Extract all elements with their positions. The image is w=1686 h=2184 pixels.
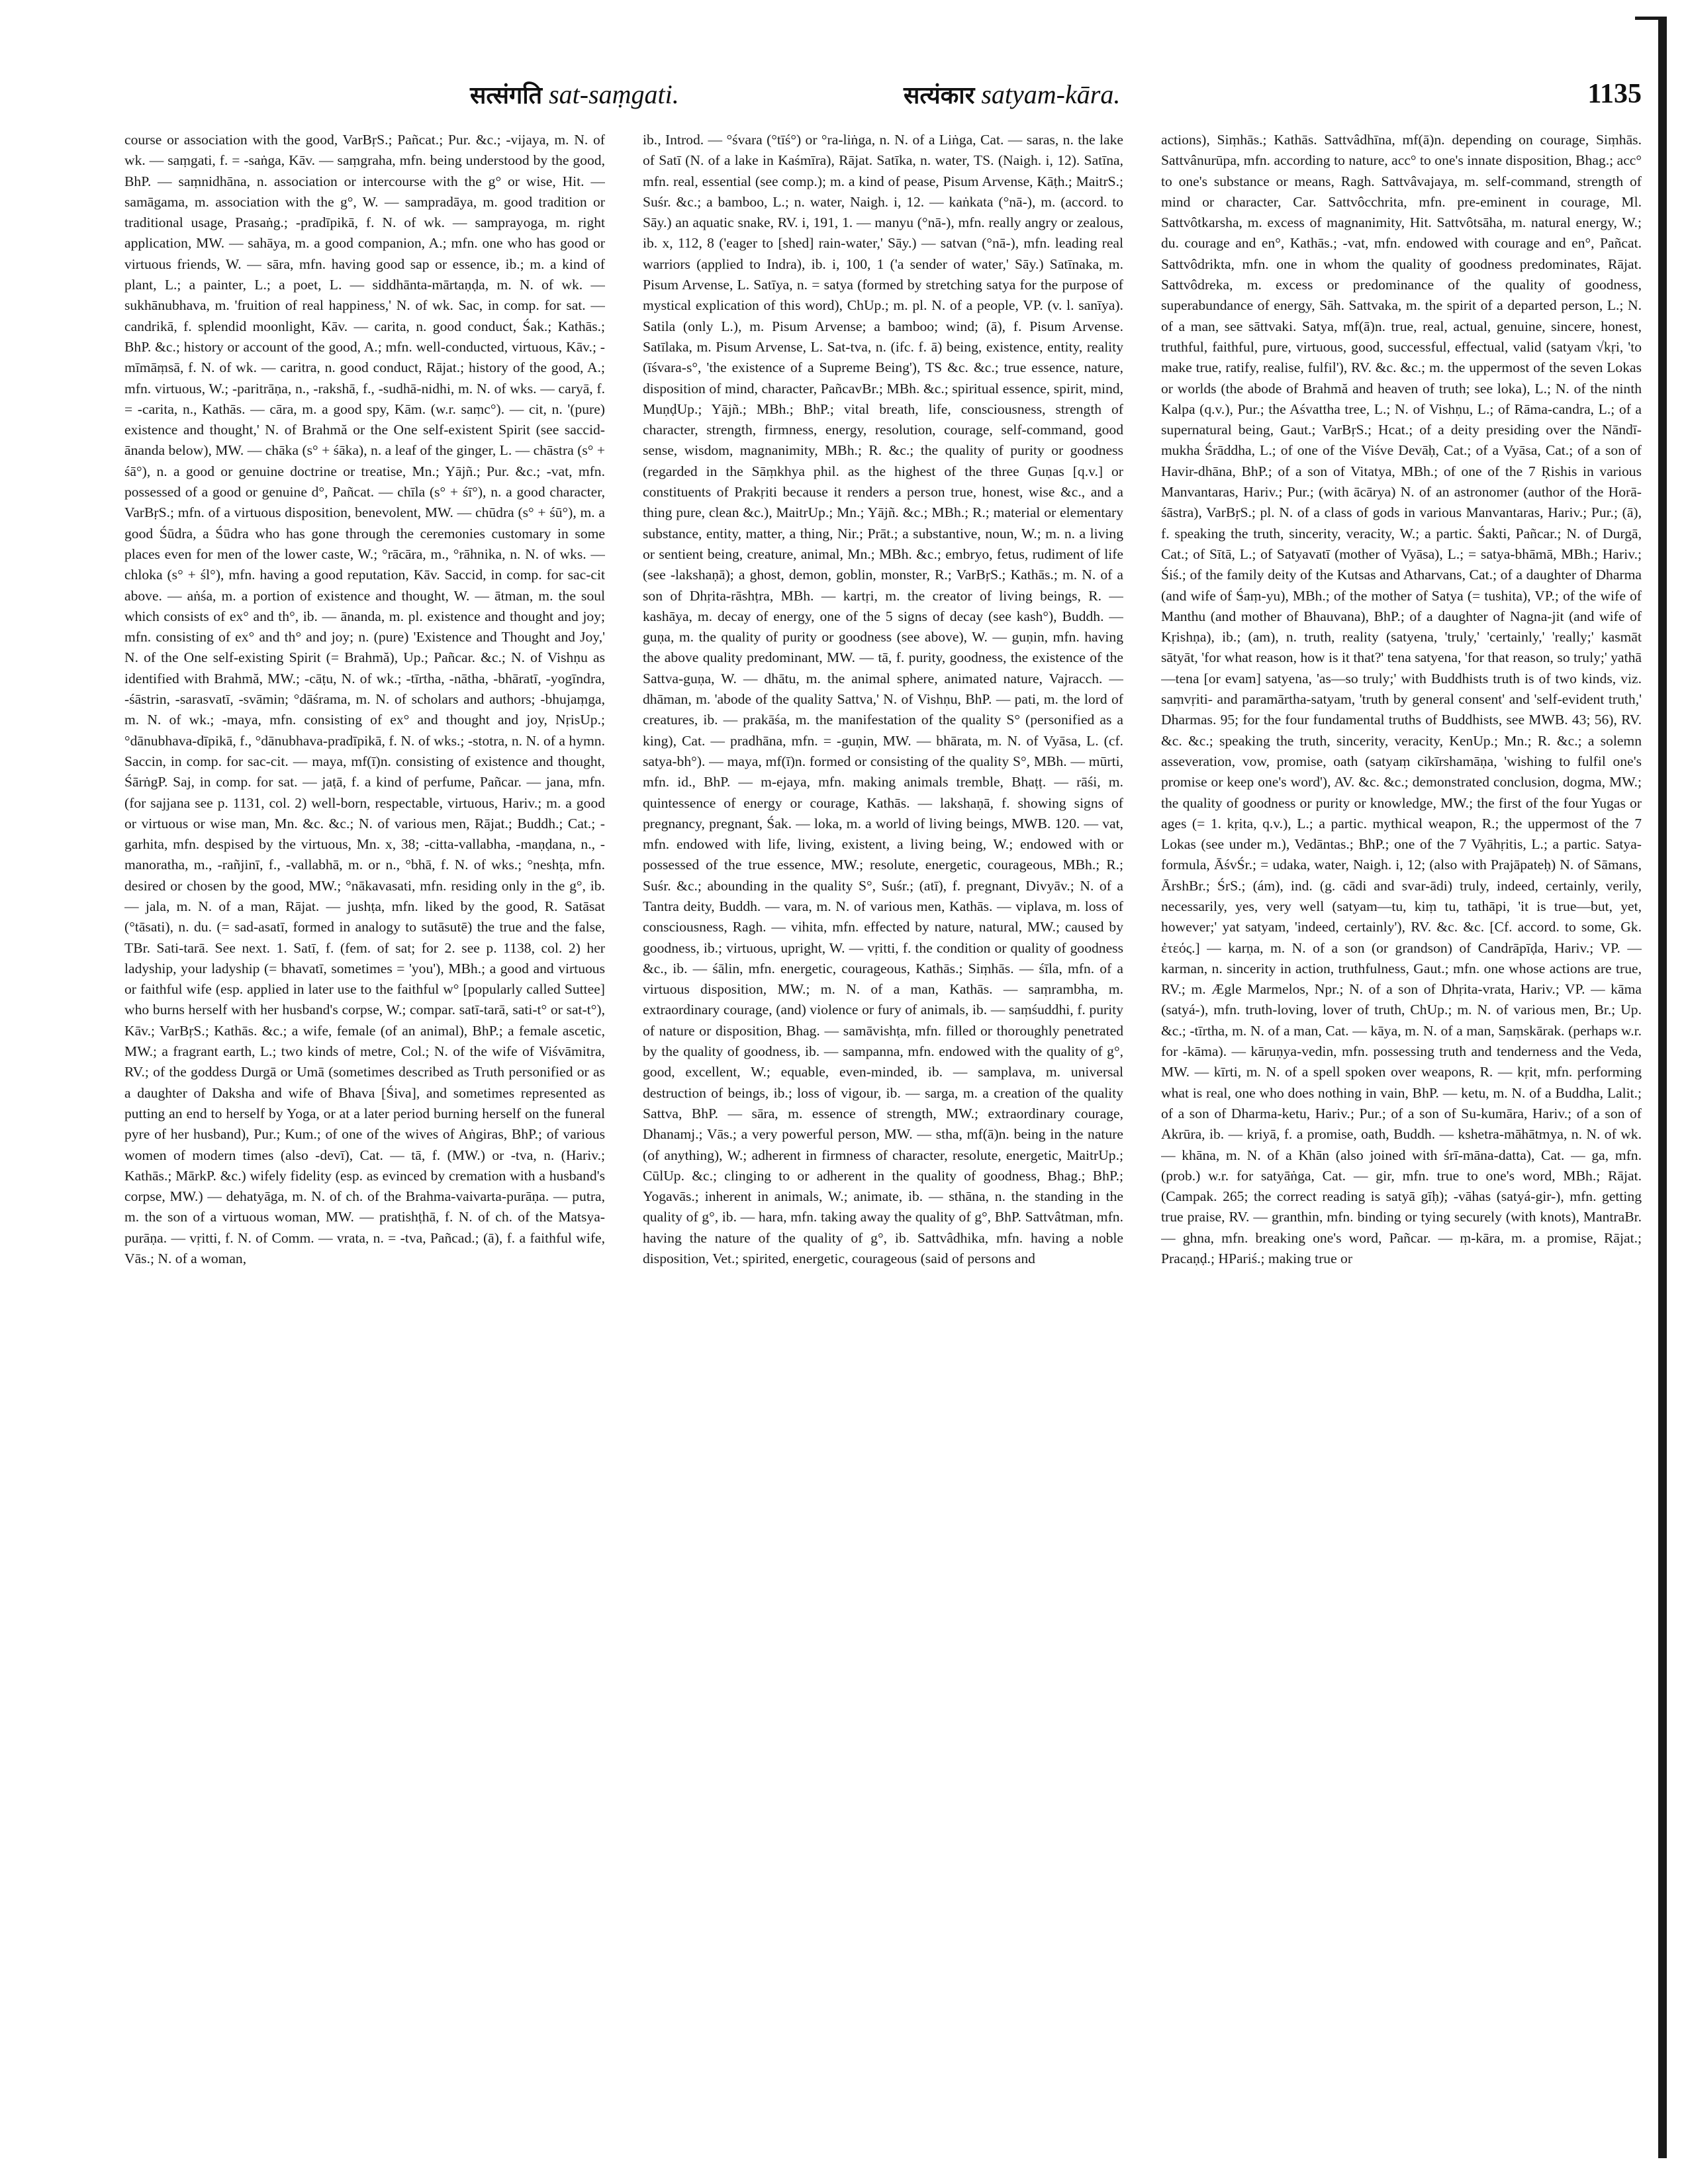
header-left-transliteration: sat-saṃgati. (549, 79, 679, 109)
header-left-headword (470, 78, 679, 111)
page-number: 1135 (1587, 79, 1642, 109)
dictionary-columns (124, 130, 1642, 2156)
page-edge-bar (1658, 17, 1667, 2158)
column-middle-text: ib., Introd. — °śvara (°tīś°) or °ra-liṅga, n. N. of a Liṅga, Cat. — saras, n. the lake of Satī (N. of a lake in Kaśmīra), Rājat. Satīka, n. water, TS. (Naigh. i, 12). Satīna, mfn. real, essential (see comp.); m. a kind of pease, Pisum Arvense, Kāṭh.; MaitrS.; Suśr. &c.; a bamboo, L.; n. water, Naigh. i, 12. — kaṅkata (°nā-), m. (accord. to Sāy.) an aquatic snake, RV. i, 191, 1. — manyu (°nā-), mfn. really angry or zealous, ib. x, 112, 8 ('eager to [shed] rain-water,' Sāy.) — satvan (°nā-), mfn. leading real warriors (applied to Indra), ib. i, 100, 1 ('a sender of water,' Sāy.) Satīnaka, m. Pisum Arvense, L. Satīya, n. = satya (formed by stretching satya for the purpose of mystical explication of this word), ChUp.; m. pl. N. of a people, VP. (v. l. sanīya). Satila (only L.), m. Pisum Arvense; a bamboo; wind; (ā), f. Pisum Arvense. Satīlaka, m. Pisum Arvense, L. Sat-tva, n. (ifc. f. ā) being, existence, entity, reality (īśvara-s°, 'the existence of a Supreme Being'), TS &c. &c.; true essence, nature, disposition of mind, character, PañcavBr.; MBh. &c.; spiritual essence, spirit, mind, MuṇḍUp.; Yājñ.; MBh.; BhP.; vital breath, life, consciousness, strength of character, strength, firmness, energy, resolution, courage, self-command, good sense, wisdom, magnanimity, MBh.; R. &c.; the quality of purity or goodness (regarded in the Sāṃkhya phil. as the highest of the three Guṇas [q.v.] or constituents of Prakṛiti because it renders a person true, honest, wise &c., and a thing pure, clean &c.), MaitrUp.; Mn.; Yājñ. &c.; MBh.; R.; material or elementary substance, entity, matter, a thing, Nir.; Prāt.; a substantive, noun, W.; m. n. a living or sentient being, creature, animal, Mn.; MBh. &c.; embryo, fetus, rudiment of life (see -lakshaṇā); a ghost, demon, goblin, monster, R.; VarBṛS.; Kathās.; m. N. of a son of Dhṛita-rāshṭra, MBh. — kartṛi, m. the creator of living beings, R. — kashāya, m. decay of energy, one of the 5 signs of decay (see kash°), Buddh. — guṇa, m. the quality of purity or goodness (see above), W. — guṇin, mfn. having the above quality predominant, MW. — tā, f. purity, goodness, the existence of the Sattva-guṇa, W. — dhātu, m. the animal sphere, animated nature, Vajracch. — dhāman, m. 'abode of the quality Sattva,' N. of Vishṇu, BhP. — pati, m. the lord of creatures, ib. — prakāśa, m. the manifestation of the quality S° (personified as a king), Cat. — pradhāna, mfn. = -guṇin, MW. — bhārata, m. N. of Vyāsa, L. (cf. satya-bh°). — maya, mf(ī)n. formed or consisting of the quality S°, MBh. — mūrti, mfn. id., BhP. — m-ejaya, mfn. making animals tremble, Bhaṭṭ. — rāśi, m. quintessence of energy or courage, Kathās. — lakshaṇā, f. showing signs of pregnancy, pregnant, Śak. — loka, m. a world of living beings, MWB. 120. — vat, mfn. endowed with life, living, existent, a living being, W.; endowed with or possessed of the true essence, MW.; resolute, energetic, courageous, MBh.; R.; Suśr. &c.; abounding in the quality S°, Suśr.; (atī), f. pregnant, Divyāv.; N. of a Tantra deity, Buddh. — vara, m. N. of various men, Kathās. — viplava, m. loss of consciousness, Ragh. — vihita, mfn. effected by nature, natural, MW.; caused by goodness, ib.; virtuous, upright, W. — vṛitti, f. the condition or quality of goodness &c., ib. — śālin, mfn. energetic, courageous, Kathās.; Siṃhās. — śīla, mfn. of a virtuous disposition, MW.; m. N. of a man, Kathās. — saṃrambha, m. extraordinary courage, (and) violence or fury of animals, ib. — saṃśuddhi, f. purity of nature or disposition, Bhag. — samāvishṭa, mfn. filled or thoroughly penetrated by the quality of goodness, ib. — sampanna, mfn. endowed with the quality of g°, good, excellent, W.; equable, even-minded, ib. — samplava, m. universal destruction of beings, ib.; loss of vigour, ib. — sarga, m. a creation of the quality Sattva, BhP. — sāra, m. essence of strength, MW.; extraordinary courage, Dhanamj.; Vās.; a very powerful person, MW. — stha, mf(ā)n. being in the nature (of anything), W.; adherent in firmness of character, resolute, energetic, MaitrUp.; CūlUp. &c.; clinging to or adherent in the quality of goodness, Bhag.; BhP.; Yogavās.; inherent in animals, W.; animate, ib. — sthāna, n. the standing in the quality of g°, ib. — hara, mfn. taking away the quality of g°, BhP. Sattvâtman, mfn. having the nature of the quality of g°, ib. Sattvâdhika, mfn. having a noble disposition, Vet.; spirited, energetic, courageous (said of persons and (643, 132, 1123, 1267)
header-center-transliteration: satyam-kāra. (981, 79, 1121, 109)
header-center-devanagari: सत्यंकार (904, 82, 975, 109)
header-center-headword (904, 78, 1120, 111)
page-header (99, 78, 1642, 118)
column-right-text: actions), Siṃhās.; Kathās. Sattvâdhīna, mf(ā)n. depending on courage, Siṃhās. Sattvânurūpa, mfn. according to nature, acc° to one's innate disposition, Bhag.; acc° to one's substance or means, Ragh. Sattvâvajaya, m. self-command, strength of mind or character, Car. Sattvôcchrita, mfn. pre-eminent in courage, Ml. Sattvôtkarsha, m. excess of magnanimity, Hit. Sattvôtsāha, m. natural energy, W.; du. courage and en°, Kathās.; -vat, mfn. endowed with courage and en°, Pañcat. Sattvôdrikta, mfn. one in whom the quality of goodness predominates, Rājat. Sattvôdreka, m. excess or predominance of the quality of goodness, superabundance of energy, Sāh. Sattvaka, m. the spirit of a departed person, L.; N. of a man, see sāttvaki. Satya, mf(ā)n. true, real, actual, genuine, sincere, honest, truthful, faithful, pure, virtuous, good, successful, effectual, valid (satyam √kṛi, 'to make true, ratify, realise, fulfil'), RV. &c. &c.; m. the uppermost of the seven Lokas or worlds (the abode of Brahmă and heaven of truth; see loka), L.; N. of the ninth Kalpa (q.v.), Pur.; the Aśvattha tree, L.; N. of Vishṇu, L.; of Rāma-candra, L.; of a supernatural being, Gaut.; VarBṛS.; Hcat.; of a deity presiding over the Nāndī-mukha Śrāddha, L.; of one of the Viśve Devāḥ, Cat.; of a Vyāsa, Cat.; of a son of Havir-dhāna, BhP.; of a son of Vitatya, MBh.; of one of the 7 Ṛishis in various Manvantaras, Hariv.; Pur.; (with ācārya) N. of an astronomer (author of the Horā-śāstra), VarBṛS.; pl. N. of a class of gods in various Manvantaras, Hariv.; Pur.; (ā), f. speaking the truth, sincerity, veracity, W.; a partic. Śakti, Pañcar.; N. of Durgā, Cat.; of Sītā, L.; of Satyavatī (mother of Vyāsa), L.; = satya-bhāmā, MBh.; Hariv.; Śiś.; of the family deity of the Kutsas and Atharvans, Cat.; of a daughter of Dharma (and wife of Śaṃ-yu), MBh.; of the mother of Satya (= tushita), VP.; of the wife of Manthu (and mother of Bhauvana), BhP.; of a daughter of Nagna-jit (and wife of Kṛishṇa), ib.; (am), n. truth, reality (satyena, 'truly,' 'certainly,' 'really;' kasmāt sātyāt, 'for what reason, how is it that?' tena satyena, 'for that reason, so truly;' yathā—tena [or evam] satyena, 'as—so truly;' with Buddhists truth is of two kinds, viz. saṃvṛiti- and paramārtha-satyam, 'truth by general consent' and 'self-evident truth,' Dharmas. 95; for the four fundamental truths of Buddhists, see MWB. 43; 56), RV. &c. &c.; speaking the truth, sincerity, veracity, KenUp.; Mn.; R. &c.; a solemn asseveration, vow, promise, oath (satyaṃ cikīrshamāṇa, 'wishing to fulfil one's promise or keep one's word'), AV. &c. &c.; demonstrated conclusion, dogma, MW.; the quality of goodness or purity or knowledge, MW.; the first of the four Yugas or ages (= 1. kṛita, q.v.), L.; a partic. mythical weapon, R.; the uppermost of the 7 Lokas (see under m.), Vedāntas.; BhP.; one of the 7 Vyāhṛitis, L.; a partic. Satya-formula, ĀśvŚr.; = udaka, water, Naigh. i, 12; (also with Prajāpateḥ) N. of Sāmans, ĀrshBr.; ŚrS.; (ám), ind. (g. cādi and svar-ādi) truly, indeed, certainly, verily, necessarily, yes, very well (satyam—tu, kiṃ tu, tathāpi, 'it is true—but, yet, however;' yat satyam, 'indeed, certainly'), RV. &c. &c. [Cf. accord. to some, Gk. ἐτεός.] — karṇa, m. N. of a son (or grandson) of Candrāpīḍa, Hariv.; VP. — karman, n. sincerity in action, truthfulness, Gaut.; mfn. one whose actions are true, RV.; m. Ægle Marmelos, Npr.; N. of a son of Dhṛita-vrata, Hariv.; VP. — kāma (satyá-), mfn. truth-loving, lover of truth, ChUp.; m. N. of various men, Br.; Up. &c.; -tīrtha, m. N. of a man, Cat. — kāya, m. N. of a man, Saṃskārak. (perhaps w.r. for -kāma). — kāruṇya-vedin, mfn. possessing truth and tenderness and the Veda, MW. — kīrti, m. N. of a spell spoken over weapons, R. — kṛit, mfn. performing what is real, one who does nothing in vain, BhP. — ketu, m. N. of a Buddha, Lalit.; of a son of Dharma-ketu, Hariv.; Pur.; of a son of Su-kumāra, Hariv.; of a son of Akrūra, ib. — kriyā, f. a promise, oath, Buddh. — kshetra-māhātmya, n. N. of wk. — khāna, m. N. of a Khān (also joined with śrī-māna-datta), Cat. — ga, mfn. (prob.) w.r. for satyāṅga, Cat. — gir, mfn. true to one's word, MBh.; Rājat. (Campak. 265; the correct reading is satyā gīḥ); -vāhas (satyá-gir-), mfn. getting true praise, RV. — granthin, mfn. binding or tying securely (with knots), MantraBr. — ghna, mfn. breaking one's word, Pañcar. — ṃ-kāra, m. a promise, Rājat.; Pracaṇḍ.; HPariś.; making true or (1161, 132, 1642, 1267)
header-left-devanagari: सत्संगति (470, 82, 543, 109)
column-right (1161, 130, 1642, 2156)
page-edge-tick (1635, 17, 1667, 20)
column-left (124, 130, 605, 2156)
column-left-text: course or association with the good, VarBṛS.; Pañcat.; Pur. &c.; -vijaya, m. N. of wk. — saṃgati, f. = -saṅga, Kāv. — saṃgraha, mfn. being understood by the good, BhP. — saṃnidhāna, n. association or intercourse with the g° or wise, Hit. — samāgama, m. association with the g°, W. — sampradāya, m. good tradition or traditional usage, Prasaṅg.; -pradīpikā, f. N. of wk. — samprayoga, m. right application, MW. — sahāya, m. a good companion, A.; mfn. one who has good or virtuous friends, W. — sāra, mfn. having good sap or essence, ib.; m. a kind of plant, L.; a painter, L.; a poet, L. — siddhānta-mārtaṇḍa, m. N. of wk. — sukhānubhava, m. 'fruition of real happiness,' N. of wk. Sac, in comp. for sat. — candrikā, f. splendid moonlight, Kāv. — carita, n. good conduct, Śak.; Kathās.; BhP. &c.; history or account of the good, A.; mfn. well-conducted, virtuous, Kāv.; -mīmāṃsā, f. N. of wk. — caritra, n. good conduct, Rājat.; history of the good, A.; mfn. virtuous, W.; -paritrāṇa, n., -rakshā, f., -sudhā-nidhi, m. N. of wks. — caryā, f. = -carita, n., Kathās. — cāra, m. a good spy, Kām. (w.r. saṃc°). — cit, n. '(pure) existence and thought,' N. of Brahmă or the One self-existent Spirit (see saccid-ānanda below), MW. — chāka (s° + śāka), n. a leaf of the ginger, L. — chāstra (s° + śā°), n. a good or genuine doctrine or treatise, Mn.; Yājñ.; Pur. &c.; -vat, mfn. possessed of a good or genuine d°, Pañcat. — chīla (s° + śī°), n. a good character, VarBṛS.; mfn. of a virtuous disposition, benevolent, MW. — chūdra (s° + śū°), m. a good Śūdra, a Śūdra who has gone through the ceremonies customary in some places even for men of the lower caste, W.; °rācāra, m., °rāhnika, n. N. of wks. — chloka (s° + śl°), mfn. having a good reputation, Kāv. Saccid, in comp. for sac-cit above. — aṅśa, m. a portion of existence and thought, W. — ātman, m. the soul which consists of ex° and th°, ib. — ānanda, m. pl. existence and thought and joy; mfn. consisting of ex° and th° and joy; n. (pure) 'Existence and Thought and Joy,' N. of the One self-existing Spirit (= Brahmă), Up.; Pañcar. &c.; N. of Vishṇu as identified with Brahmă, MW.; -cāṭu, N. of wk.; -tīrtha, -nātha, -bhāratī, -yogīndra, -śāstrin, -sarasvatī, -svāmin; °dāśrama, m. N. of scholars and authors; -bhujaṃga, m. N. of wk.; -maya, mfn. consisting of ex° and thought and joy, NṛisUp.; °dānubhava-dīpikā, f., °dānubhava-pradīpikā, f. N. of wks.; -stotra, n. N. of a hymn. Saccin, in comp. for sac-cit. — maya, mf(ī)n. consisting of existence and thought, ŚārṅgP. Saj, in comp. for sat. — jaṭā, f. a kind of perfume, Pañcar. — jana, mfn. (for sajjana see p. 1131, col. 2) well-born, respectable, virtuous, Hariv.; m. a good or virtuous or wise man, Mn. &c. &c.; N. of various men, Rājat.; Buddh.; Cat.; -garhita, mfn. despised by the virtuous, Mn. x, 38; -citta-vallabha, -maṇḍana, n., -manoratha, m., -rañjinī, f., -vallabhā, m. or n., °bhā, f. N. of wks.; °neshṭa, mfn. desired or chosen by the good, MW.; °nākavasati, mfn. residing only in the g°, ib. — jala, m. N. of a man, Rājat. — jushṭa, mfn. liked by the good, R. Satāsat (°tāsati), n. du. (= sad-asatī, formed in analogy to sutāsutē) the true and the false, TBr. Sati-tarā. See next. 1. Satī, f. (fem. of sat; for 2. see p. 1138, col. 2) her ladyship, your ladyship (= bhavatī, sometimes = 'you'), MBh.; a good and virtuous or faithful wife (esp. applied in later use to the faithful w° [popularly called Suttee] who burns herself with her husband's corpse, W.; compar. satī-tarā, sati-t° or sat-t°), Kāv.; VarBṛS.; Kathās. &c.; a wife, female (of an animal), BhP.; a female ascetic, MW.; a fragrant earth, L.; two kinds of metre, Col.; N. of the wife of Viśvāmitra, RV.; of the goddess Durgā or Umā (sometimes described as Truth personified or as a daughter of Daksha and wife of Bhava [Śiva], and sometimes represented as putting an end to herself by Yoga, or at a later period burning herself on the funeral pyre of her husband), Pur.; Kum.; of one of the wives of Aṅgiras, BhP.; of various women of modern times (also -devī), Cat. — tā, f. (MW.) or -tva, n. (Hariv.; Kathās.; MārkP. &c.) wifely fidelity (esp. as evinced by cremation with a husband's corpse, MW.) — dehatyāga, m. N. of ch. of the Brahma-vaivarta-purāṇa. — putra, m. the son of a virtuous woman, MW. — pratishṭhā, f. N. of ch. of the Matsya-purāṇa. — vṛitti, f. N. of Comm. — vrata, n. = -tva, Pañcad.; (ā), f. a faithful wife, Vās.; N. of a woman, (124, 132, 605, 1267)
column-middle (643, 130, 1123, 2156)
